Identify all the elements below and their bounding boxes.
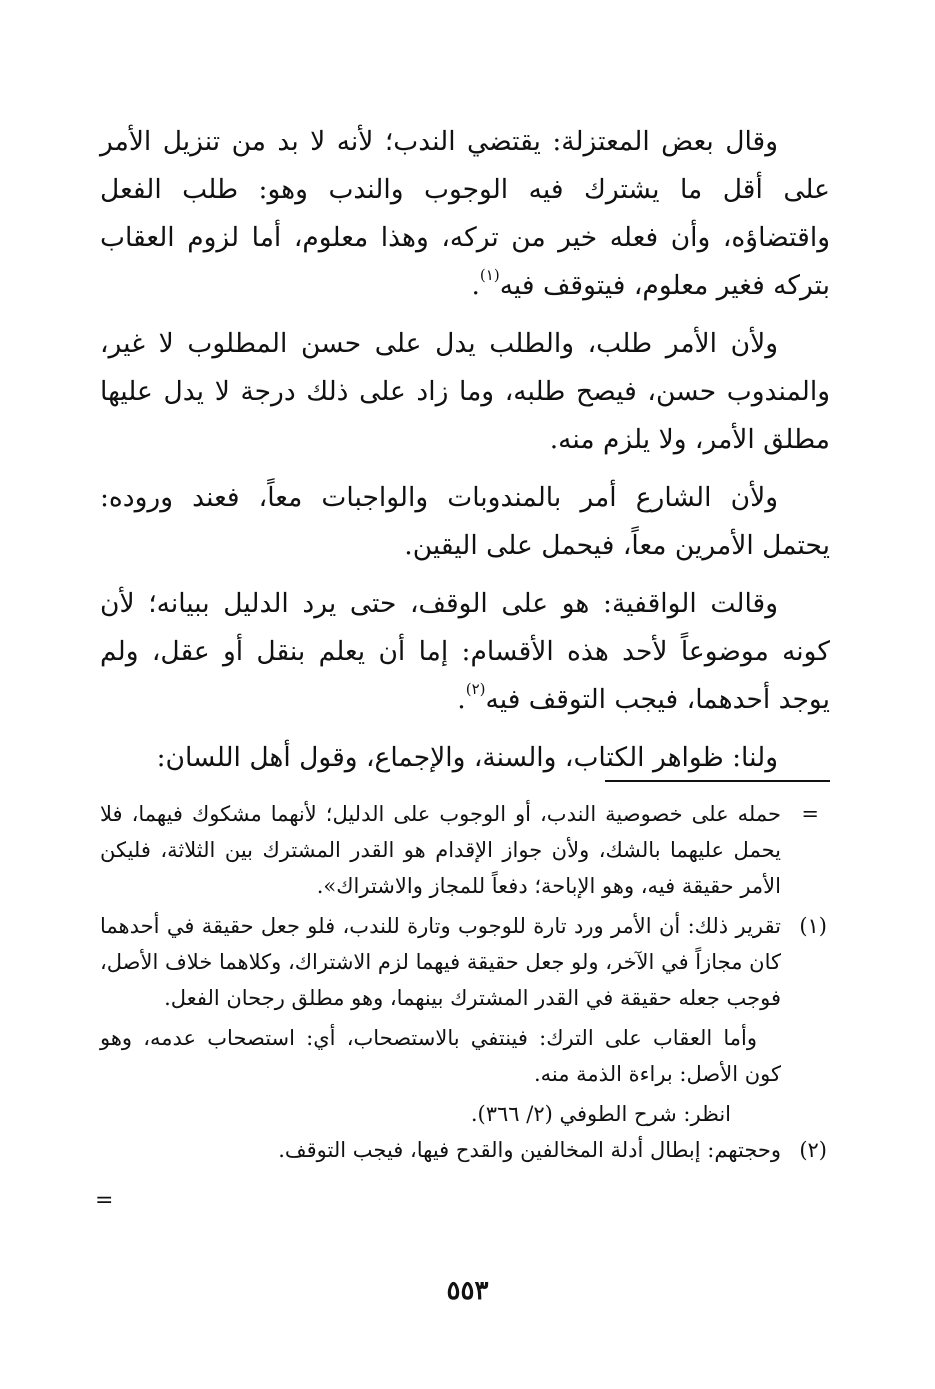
footnote-carryover-text: حمله على خصوصية الندب، أو الوجوب على الدليل؛ لأنهما مشكوك فيهما، فلا يحمل عليهما بالشك، ولأن جواز الإقدام هو القدر المشترك بين الثلاثة، فليكن الأمر حقيقة فيه، وهو الإباحة؛ دفعاً للمجاز والاشتراك». — [100, 802, 781, 898]
continuation-mark-next: = — [95, 1188, 114, 1213]
footnote-1 — [100, 908, 827, 1016]
paragraph-4-end: . — [457, 684, 466, 715]
footnote-1-reference: انظر: شرح الطوفي (٢/ ٣٦٦). — [470, 1102, 731, 1126]
paragraph-2: ولأن الأمر طلب، والطلب يدل على حسن المطلوب لا غير، والمندوب حسن، فيصح طلبه، وما زاد على ذلك درجة لا يدل عليها مطلق الأمر، ولا يلزم منه. — [100, 328, 830, 455]
paragraph-1 — [100, 118, 830, 310]
page-number: ٥٥٣ — [446, 1276, 489, 1306]
paragraph-4 — [100, 580, 830, 724]
footnote-ref-2[interactable]: (٢) — [465, 680, 486, 699]
footnotes — [100, 796, 827, 1168]
footnote-2-text: وحجتهم: إبطال أدلة المخالفين والقدح فيها، فيجب التوقف. — [278, 1138, 781, 1162]
paragraph-5: ولنا: ظواهر الكتاب، والسنة، والإجماع، وقول أهل اللسان: — [156, 742, 778, 773]
footnote-1-continuation: وأما العقاب على الترك: فينتفي بالاستصحاب، أي: استصحاب عدمه، وهو كون الأصل: براءة الذمة منه. — [100, 1026, 781, 1086]
continuation-mark: = — [801, 802, 819, 826]
footnote-2-marker: (٢) — [799, 1138, 827, 1162]
footnote-ref-1[interactable]: (١) — [479, 266, 500, 285]
footnote-1-marker: (١) — [799, 914, 827, 938]
paragraph-1-text: وقال بعض المعتزلة: يقتضي الندب؛ لأنه لا بد من تنزيل الأمر على أقل ما يشترك فيه الوجوب والندب وهو: طلب الفعل واقتضاؤه، وأن فعله خير من تركه، وهذا معلوم، أما لزوم العقاب بتركه فغير معلوم، فيتوقف فيه — [100, 126, 830, 301]
footnote-separator — [605, 780, 830, 782]
footnote-carryover — [100, 796, 827, 904]
main-text — [100, 118, 830, 792]
paragraph-4-text: وقالت الواقفية: هو على الوقف، حتى يرد الدليل ببيانه؛ لأن كونه موضوعاً لأحد هذه الأقسام: إما أن يعلم بنقل أو عقل، ولم يوجد أحدهما، فيجب التوقف فيه — [100, 588, 830, 715]
footnote-2 — [100, 1132, 827, 1168]
paragraph-3: ولأن الشارع أمر بالمندوبات والواجبات معاً، فعند وروده: يحتمل الأمرين معاً، فيحمل على اليقين. — [100, 482, 830, 561]
footnote-1-text: تقرير ذلك: أن الأمر ورد تارة للوجوب وتارة للندب، فلو جعل حقيقة في أحدهما كان مجازاً في الآخر، ولو جعل حقيقة فيهما لزم الاشتراك، وكلاهما خلاف الأصل، فوجب جعله حقيقة في القدر المشترك بينهما، وهو مطلق رجحان الفعل. — [100, 914, 781, 1010]
paragraph-1-end: . — [471, 270, 480, 301]
